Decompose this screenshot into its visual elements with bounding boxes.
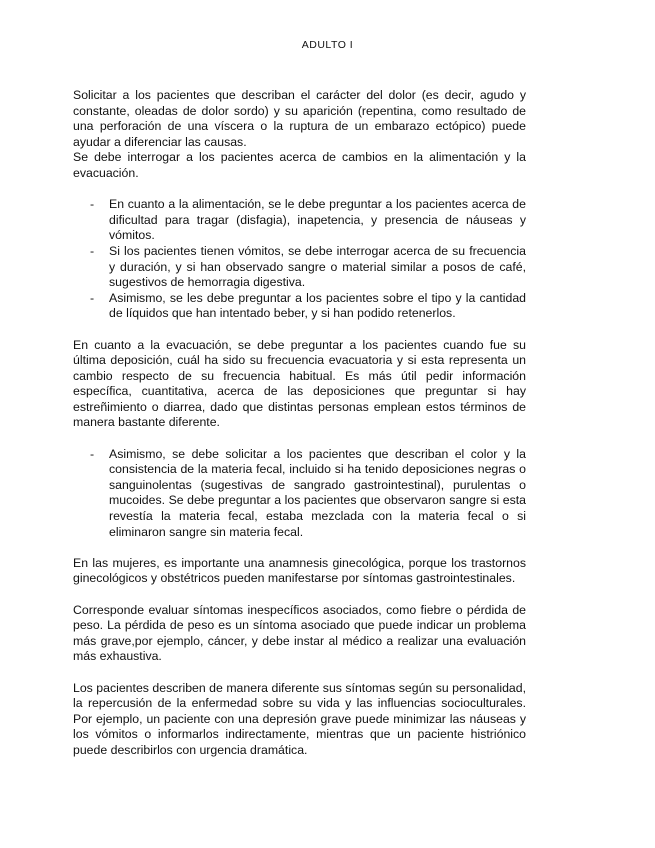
feeding-list: [73, 197, 526, 322]
stool-list: [73, 447, 526, 541]
list-item: - Asimismo, se debe solicitar a los pacientes que describan el color y la consistencia de la materia fecal, incluido si ha tenido deposiciones negras o sanguinolentas (sugestivas de sangrado gastrointestinal), purulentas o mucoides. Se debe preguntar a los pacientes que observaron sangre si esta revestía la materia fecal, estaba mezclada con la materia fecal o si eliminaron sangre sin materia fecal.: [73, 447, 526, 541]
list-item: - Si los pacientes tienen vómitos, se debe interrogar acerca de su frecuencia y duración, y si han observado sangre o material similar a posos de café, sugestivos de hemorragia digestiva.: [73, 244, 526, 291]
list-item: - Asimismo, se les debe preguntar a los pacientes sobre el tipo y la cantidad de líquidos que han intentado beber, y si han podido retenerlos.: [73, 291, 526, 322]
paragraph-nonspecific-symptoms: Corresponde evaluar síntomas inespecíficos asociados, como fiebre o pérdida de peso. La pérdida de peso es un síntoma asociado que puede indicar un problema más grave,por ejemplo, cáncer, y debe instar al médico a realizar una evaluación más exhaustiva.: [73, 602, 526, 664]
paragraph-pain-character: Solicitar a los pacientes que describan el carácter del dolor (es decir, agudo y constante, oleadas de dolor sordo) y su aparición (repentina, como resultado de una perforación de una víscera o la ruptura de un embarazo ectópico) puede ayudar a diferenciar las causas.: [73, 88, 526, 149]
paragraph-feeding-evacuation: Se debe interrogar a los pacientes acerca de cambios en la alimentación y la evacuación.: [73, 150, 526, 180]
page-header: ADULTO I: [301, 39, 354, 51]
paragraph-evacuation: En cuanto a la evacuación, se debe preguntar a los pacientes cuando fue su última deposición, cuál ha sido su frecuencia evacuatoria y si esta representa un cambio respecto de su frecuencia habitual. Es más útil pedir información específica, cuantitativa, acerca de las deposiciones que preguntar si hay estreñimiento o diarrea, dado que distintas personas emplean estos términos de manera bastante diferente.: [73, 337, 526, 430]
paragraph-gynecologic: En las mujeres, es importante una anamnesis ginecológica, porque los trastornos ginecológicos y obstétricos pueden manifestarse por síntomas gastrointestinales.: [73, 555, 526, 586]
paragraph-personality: Los pacientes describen de manera diferente sus síntomas según su personalidad, la repercusión de la enfermedad sobre su vida y las influencias socioculturales. Por ejemplo, un paciente con una depresión grave puede minimizar las náuseas y los vómitos o informarlos indirectamente, mientras que un paciente histriónico puede describirlos con urgencia dramática.: [73, 680, 526, 757]
list-item: - En cuanto a la alimentación, se le debe preguntar a los pacientes acerca de dificultad para tragar (disfagia), inapetencia, y presencia de náuseas y vómitos.: [73, 197, 526, 244]
document-body: [73, 88, 526, 759]
